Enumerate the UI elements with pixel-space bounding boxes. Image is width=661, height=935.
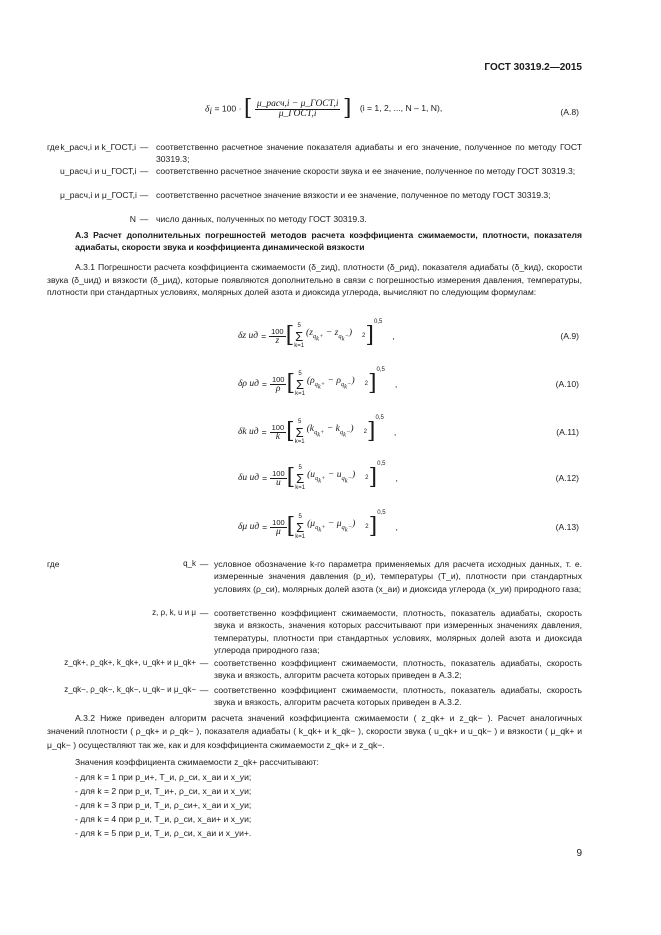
def2-text: соответственно коэффициент сжимаемости, плотность, показатель адиабаты, скорость звука и вязкость, алгоритм расчета которых приведен в А.3.2; <box>214 658 582 681</box>
def2-key: q_k <box>183 559 196 568</box>
def1-text: число данных, полученных по методу ГОСТ 30319.3. <box>156 214 367 224</box>
eq-lhs-sub: u ид <box>242 473 260 483</box>
equation-row <box>238 316 395 356</box>
def2-text: соответственно коэффициент сжимаемости, плотность, показатель адиабаты, скорость звука и вязкость, алгоритм расчета которых приведен в А.3.2. <box>214 685 582 708</box>
def2-dash: — <box>199 608 209 618</box>
list-intro: Значения коэффициента сжимаемости z_qk+ рассчитывают: <box>75 757 319 767</box>
eq-comma: , <box>395 473 398 483</box>
def2-text: условное обозначение k-го параметра применяемых для расчета исходных данных, т. е. измеренные значения давления (р_и), температуры (Т_и), плотности при стандартных условиях (ρ_си), молярных долей азота (х_аи) и диоксида углерода (х_уи) природного газа; <box>214 559 582 594</box>
eq-lhs-sub: ρ ид <box>242 379 259 389</box>
eq-comma: , <box>394 379 398 389</box>
document-header: ГОСТ 30319.2—2015 <box>484 62 582 73</box>
def1-dash: — <box>139 166 149 176</box>
eq-a8-lhs: δ <box>205 104 210 115</box>
eq-a8-number: (А.8) <box>560 107 579 117</box>
eq-close-bracket: ] <box>365 323 374 348</box>
equation-row <box>238 364 397 404</box>
eq-a8-num: μ_расч,i − μ_ГОСТ,i <box>256 98 339 109</box>
eq-number: (А.12) <box>555 473 579 483</box>
eq-sigma: Σ <box>295 424 304 440</box>
eq-sum-top: 5 <box>298 513 302 520</box>
eq-lhs: δ <box>238 522 243 532</box>
eq-lhs-sub: μ ид <box>242 522 260 532</box>
eq-den: k <box>275 431 280 442</box>
list-item: - для k = 5 при р_и, Т_и, ρ_си, х_аи и х_уи+. <box>75 828 252 838</box>
eq-open-bracket: [ <box>286 419 295 444</box>
eq-equals: = <box>262 473 268 483</box>
paragraph-a32: А.3.2 Ниже приведен алгоритм расчета значений коэффициента сжимаемости ( z_qk+ и z_qk− ). Расчет аналогичных значений плотности ( ρ_qk+ и ρ_qk− ), показателя адиабаты ( k_qk+ и k_qk− ), скорости звука ( u_qk+ и u_qk− ) и вязкости ( μ_qk+ и μ_qk− ) осуществляют так же, как и для коэффициента сжимаемости z_qk+ и z_qk−. <box>47 713 582 750</box>
eq-num: 100 <box>271 326 284 336</box>
eq-open-bracket: [ <box>286 371 296 396</box>
eq-exp2: 2 <box>362 333 366 339</box>
def1-dash: — <box>139 214 149 224</box>
eq-equals: = <box>261 427 267 437</box>
equation-row <box>238 412 396 452</box>
eq-number: (А.9) <box>560 331 579 341</box>
def1-text: соответственно расчетное значение вязкости и ее значение, полученное по методу ГОСТ 30319.3; <box>156 190 551 200</box>
def1-dash: — <box>139 142 149 152</box>
eq-a8-lhs-sub: i <box>209 106 213 117</box>
eq-exp05: 0,5 <box>377 461 386 467</box>
def2-key: z, ρ, k, u и μ <box>152 608 196 617</box>
where-label-2: где <box>47 559 60 569</box>
eq-fraction <box>270 518 287 537</box>
eq-open-bracket: [ <box>285 323 295 348</box>
eq-sum <box>295 514 305 541</box>
def2-dash: — <box>199 685 209 695</box>
eq-number: (А.11) <box>556 427 579 437</box>
eq-exp2: 2 <box>363 429 367 435</box>
section-a3-heading: А.3 Расчет дополнительных погрешностей методов расчета коэффициента сжимаемости, плотности, показателя адиабаты, скорости звука и коэффициента динамической вязкости <box>75 230 582 252</box>
eq-lhs-sub: k ид <box>242 427 259 437</box>
eq-den: μ <box>276 526 281 537</box>
def1-key: μ_расч,i и μ_ГОСТ,i <box>60 190 137 200</box>
def1-key: N <box>129 214 136 224</box>
eq-exp2: 2 <box>365 475 369 481</box>
eq-inner-difference: $(u_{q_k+} - u_{q_k-})$ <box>307 469 356 485</box>
eq-sum-top: 5 <box>297 322 301 329</box>
eq-inner-difference: $(z_{q_k+} - z_{q_k-})$ <box>306 327 353 343</box>
eq-sigma: Σ <box>295 376 304 392</box>
eq-num: 100 <box>272 468 285 478</box>
def1-text: соответственно расчетное значение показателя адиабаты и его значение, полученное по методу ГОСТ 30319.3; <box>156 142 582 164</box>
eq-sum <box>294 323 304 350</box>
eq-sum-top: 5 <box>297 418 302 425</box>
eq-lhs-sub: z ид <box>242 331 259 341</box>
eq-exp05: 0,5 <box>377 510 386 516</box>
equation-a8: $\delta_i = 100$ · [ $\frac{\text{μ\_расч,i − μ\_ГОСТ,i}}{\text{μ\_ГОСТ,i}}$ ] (i = 1, 2, ..., N – 1, N), <box>205 96 443 121</box>
eq-num: 100 <box>271 422 285 432</box>
eq-lhs: δ <box>238 473 243 483</box>
eq-exp2: 2 <box>364 381 368 387</box>
eq-exp05: 0,5 <box>376 367 385 373</box>
def1-key: u_расч,i и u_ГОСТ,i <box>60 166 137 176</box>
eq-fraction <box>270 469 287 488</box>
eq-sigma: Σ <box>296 519 305 535</box>
list-item: - для k = 4 при р_и, Т_и, ρ_си, х_аи+ и х_уи; <box>75 814 252 824</box>
where-label-1: где <box>47 142 60 152</box>
eq-fraction <box>270 423 287 442</box>
eq-sigma: Σ <box>296 470 305 486</box>
eq-fraction <box>269 327 286 346</box>
eq-inner-difference: $(\rho_{q_k+} - \rho_{q_k-})$ <box>306 375 355 391</box>
eq-sum <box>295 371 305 398</box>
equation-row <box>238 458 398 498</box>
eq-sum-top: 5 <box>298 464 302 471</box>
def1-text: соответственно расчетное значение скорости звука и ее значение, полученное по методу ГОСТ 30319.3; <box>156 166 576 176</box>
eq-number: (А.13) <box>555 522 579 532</box>
eq-close-bracket: ] <box>367 371 377 396</box>
eq-den: ρ <box>275 383 281 394</box>
def2-key: z_qk−, ρ_qk−, k_qk−, u_qk− и μ_qk− <box>64 685 196 694</box>
eq-close-bracket: ] <box>368 514 378 539</box>
eq-exp05: 0,5 <box>373 319 383 325</box>
eq-comma: , <box>393 427 397 437</box>
list-item: - для k = 1 при р_и+, Т_и, ρ_си, х_аи и х_уи; <box>75 772 252 782</box>
eq-sum-bot: k=1 <box>295 484 306 491</box>
def2-key: z_qk+, ρ_qk+, k_qk+, u_qk+ и μ_qk+ <box>64 658 196 667</box>
eq-equals: = <box>261 379 267 389</box>
eq-exp05: 0,5 <box>375 415 384 421</box>
eq-close-bracket: ] <box>366 419 376 444</box>
eq-num: 100 <box>272 517 285 527</box>
eq-sum-bot: k=1 <box>295 390 305 397</box>
section-a3-paragraph: А.3.1 Погрешности расчета коэффициента сжимаемости (δ_zид), плотности (δ_ρид), показателя адиабаты (δ_kид), скорости звука (δ_uид) и вязкости (δ_μид), которые появляются дополнительно в связи с погрешностью измерения давления, температуры, плотности при стандартных условиях, молярных долей азота и диоксида углерода, вычисляют по следующим формулам: <box>47 262 582 298</box>
eq-sigma: Σ <box>295 328 304 344</box>
def2-dash: — <box>199 559 209 569</box>
eq-equals: = <box>261 331 267 341</box>
def2-dash: — <box>199 658 209 668</box>
eq-fraction <box>270 375 287 394</box>
eq-close-bracket: ] <box>368 465 378 490</box>
eq-sum-top: 5 <box>298 370 302 377</box>
eq-inner-difference: $(k_{q_k+} - k_{q_k-})$ <box>306 423 354 439</box>
eq-a8-range: (i = 1, 2, ..., N – 1, N), <box>359 103 443 114</box>
def2-text: соответственно коэффициент сжимаемости, плотность, показатель адиабаты, скорость звука и вязкость, значения которых рассчитывают при измеренных значениях давления, температуры, плотности при стандартных условиях, молярных долей азота и диоксида углерода природного газа; <box>214 608 582 656</box>
eq-equals: = <box>262 522 268 532</box>
def1-key: k_расч,i и k_ГОСТ,i <box>60 142 136 152</box>
eq-sum <box>295 465 305 492</box>
eq-den: z <box>275 335 280 346</box>
eq-a8-eq: = 100 · <box>212 103 242 114</box>
eq-lhs: δ <box>238 331 243 341</box>
eq-sum-bot: k=1 <box>295 533 306 540</box>
eq-exp2: 2 <box>365 524 369 530</box>
eq-a8-fraction <box>255 100 341 119</box>
def1-dash: — <box>139 190 149 200</box>
page-number: 9 <box>576 848 582 859</box>
eq-sum-bot: k=1 <box>294 342 305 349</box>
equation-row <box>238 507 398 547</box>
eq-lhs: δ <box>238 379 243 389</box>
eq-num: 100 <box>271 374 285 384</box>
eq-inner-difference: $(\mu_{q_k+} - \mu_{q_k-})$ <box>307 518 356 534</box>
eq-comma: , <box>392 331 395 341</box>
eq-a8-den: μ_ГОСТ,i <box>278 108 317 119</box>
eq-den: u <box>276 477 281 488</box>
list-item: - для k = 2 при р_и, Т_и+, ρ_си, х_аи и х_уи; <box>75 786 252 796</box>
eq-open-bracket: [ <box>286 465 296 490</box>
eq-sum <box>295 419 305 446</box>
eq-open-bracket: [ <box>286 514 296 539</box>
eq-lhs: δ <box>238 427 243 437</box>
list-item: - для k = 3 при р_и, Т_и, ρ_си+, х_аи и х_уи; <box>75 800 252 810</box>
eq-sum-bot: k=1 <box>294 438 305 445</box>
eq-number: (А.10) <box>555 379 579 389</box>
eq-comma: , <box>395 522 398 532</box>
